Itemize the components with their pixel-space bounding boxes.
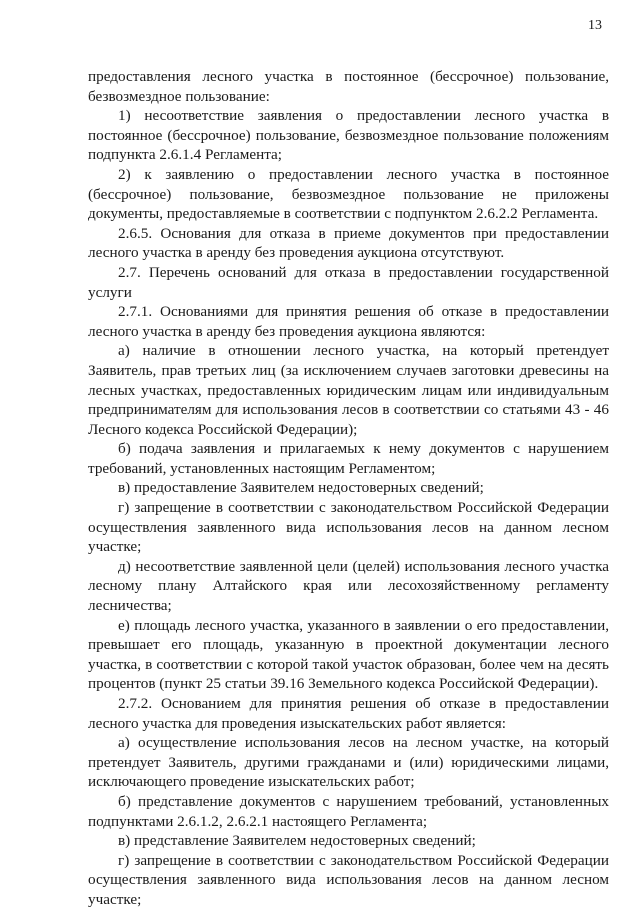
paragraph: г) запрещение в соответствии с законодательством Российской Федерации осуществления заявленного вида использования лесов на данном лесном участке;	[88, 851, 609, 908]
paragraph: 1) несоответствие заявления о предоставлении лесного участка в постоянное (бессрочное) пользование, безвозмездное пользование положениям подпункта 2.6.1.4 Регламента;	[88, 107, 609, 164]
page-number: 13	[588, 18, 602, 33]
paragraph: в) предоставление Заявителем недостоверных сведений;	[118, 479, 484, 497]
document-body	[88, 67, 609, 910]
paragraph: 2.7.1. Основаниями для принятия решения об отказе в предоставлении лесного участка в аренду без проведения аукциона являются:	[88, 303, 609, 340]
paragraph: г) запрещение в соответствии с законодательством Российской Федерации осуществления заявленного вида использования лесов на данном лесном участке;	[88, 499, 609, 556]
paragraph: а) осуществление использования лесов на лесном участке, на который претендует Заявитель, другими гражданами и (или) юридическими лицами, исключающего проведение изыскательских работ;	[88, 734, 609, 791]
paragraph: предоставления лесного участка в постоянное (бессрочное) пользование, безвозмездное пользование:	[88, 68, 609, 105]
paragraph: е) площадь лесного участка, указанного в заявлении о его предоставлении, превышает его площадь, указанную в проектной документации лесного участка, в соответствии с которой такой участок образован, более чем на десять процентов (пункт 25 статьи 39.16 Земельного кодекса Российской Федерации).	[88, 616, 609, 693]
paragraph: б) представление документов с нарушением требований, установленных подпунктами 2.6.1.2, 2.6.2.1 настоящего Регламента;	[88, 792, 609, 830]
paragraph: 2.7. Перечень оснований для отказа в предоставлении государственной услуги	[88, 263, 609, 301]
paragraph: д) несоответствие заявленной цели (целей) использования лесного участка лесному плану Алтайского края или лесохозяйственному регламенту лесничества;	[88, 557, 609, 615]
paragraph: а) наличие в отношении лесного участка, на который претендует Заявитель, прав третьих лиц (за исключением случаев заготовки древесины на лесных участках, предоставленных юридическим лицам или индивидуальным предпринимателям для использования лесов в соответствии со статьями 43 - 46 Лесного кодекса Российской Федерации);	[88, 342, 609, 438]
paragraph: 2.7.2. Основанием для принятия решения об отказе в предоставлении лесного участка для проведения изыскательских работ является:	[88, 695, 609, 732]
paragraph: б) подача заявления и прилагаемых к нему документов с нарушением требований, установленных настоящим Регламентом;	[88, 440, 609, 477]
paragraph: 2) к заявлению о предоставлении лесного участка в постоянное (бессрочное) пользование, безвозмездное пользование не приложены документы, предоставляемые в соответствии с подпунктом 2.6.2.2 Регламента.	[88, 165, 609, 223]
paragraph: 2.6.5. Основания для отказа в приеме документов при предоставлении лесного участка в аренду без проведения аукциона отсутствуют.	[88, 224, 609, 262]
paragraph: в) представление Заявителем недостоверных сведений;	[118, 832, 476, 850]
